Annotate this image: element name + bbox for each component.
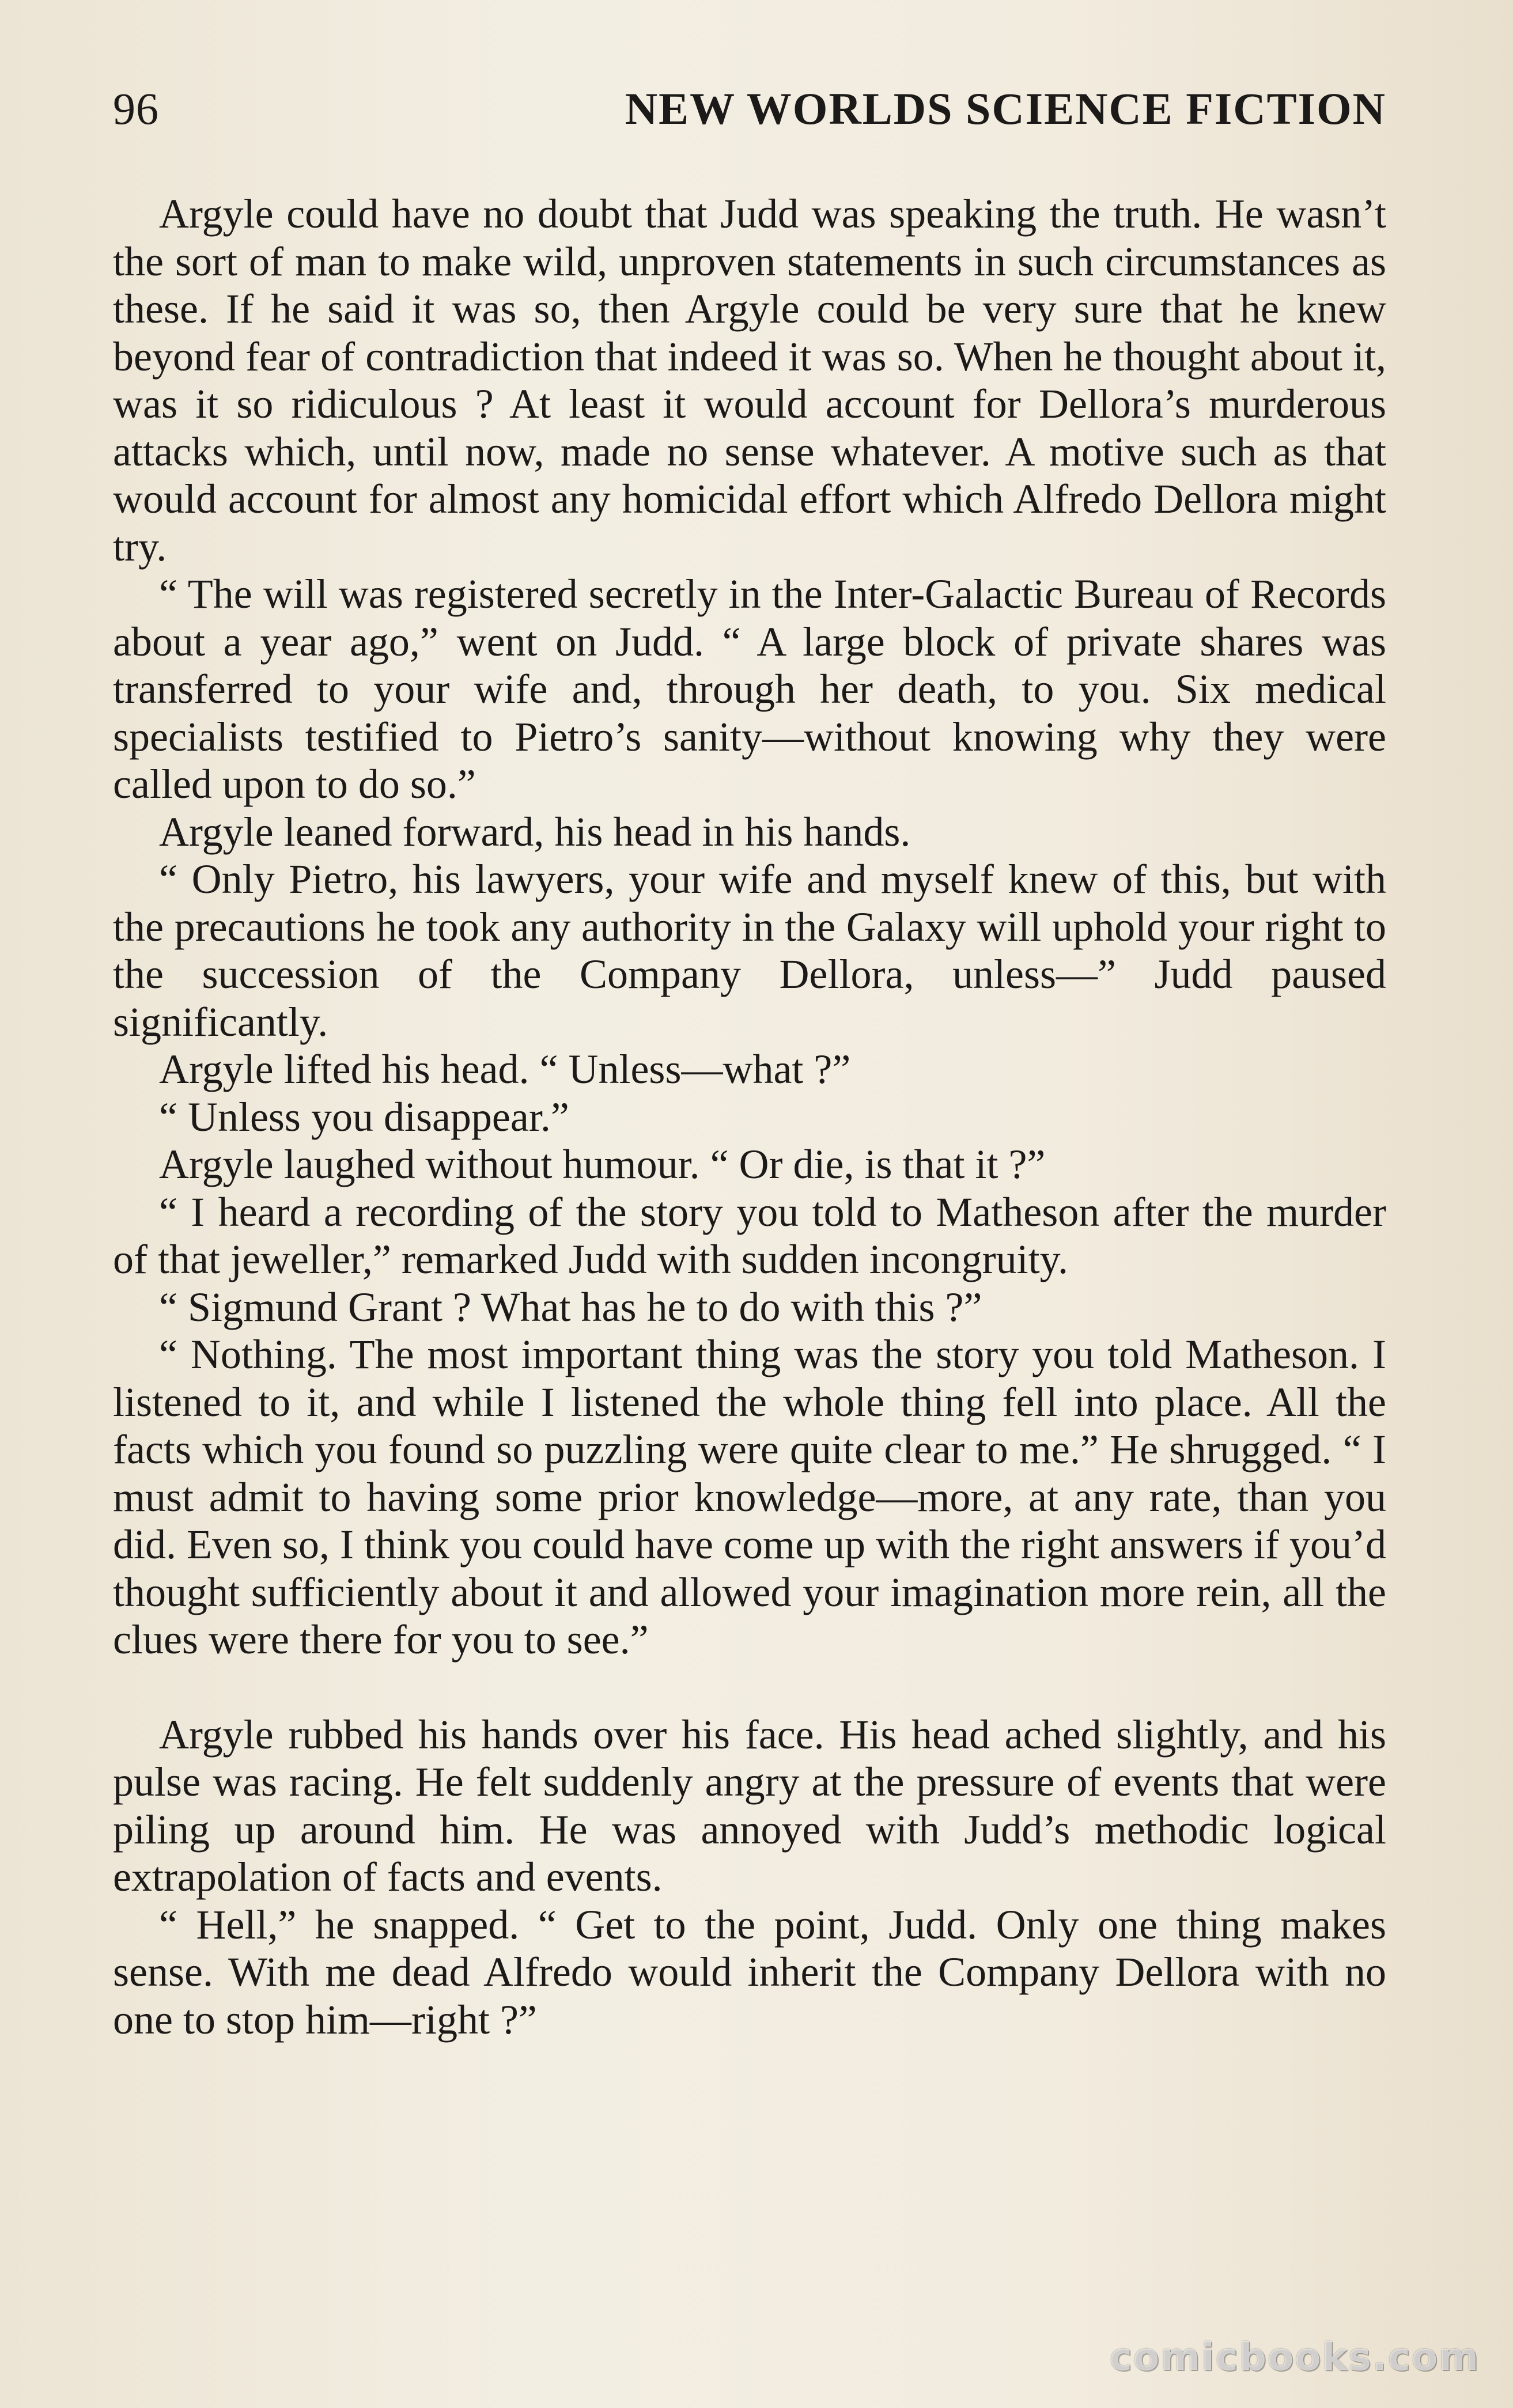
paragraph: “ The will was registered secretly in the Inter-Galactic Bureau of Records about a year ago,” went on Judd. “ A large block of private shares was transferred to your wife and, through her death, to you. Six medical specialists testified to Pietro’s sanity—without knowing why they were called upon to do so.” xyxy=(113,571,1386,807)
running-head-title: NEW WORLDS SCIENCE FICTION xyxy=(625,84,1386,134)
paragraph: “ Sigmund Grant ? What has he to do with this ?” xyxy=(159,1283,982,1330)
page-header xyxy=(113,86,1386,156)
paragraph: “ I heard a recording of the story you told to Matheson after the murder of that jeweller,” remarked Judd with sudden incongruity. xyxy=(113,1188,1386,1282)
paragraph: Argyle could have no doubt that Judd was speaking the truth. He wasn’t the sort of man to make wild, unproven statements in such circumstances as these. If he said it was so, then Argyle could be very sure that he knew beyond fear of contradiction that indeed it was so. When he thought about it, was it so ridiculous ? At least it would account for Dellora’s murderous attacks which, until now, made no sense whatever. A motive such as that would account for almost any homicidal effort which Alfredo Dellora might try. xyxy=(113,191,1386,570)
paragraph: “ Only Pietro, his lawyers, your wife and myself knew of this, but with the precautions he took any authority in the Galaxy will uphold your right to the succession of the Company Dellora, unless—” Judd paused significantly. xyxy=(113,856,1386,1045)
paragraph: Argyle laughed without humour. “ Or die, is that it ?” xyxy=(159,1141,1046,1187)
paragraph: Argyle rubbed his hands over his face. His head ached slightly, and his pulse was racing. He felt suddenly angry at the pressure of events that were piling up around him. He was annoyed with Judd’s methodic logical extrapolation of facts and events. xyxy=(113,1711,1386,1900)
body-text xyxy=(113,190,1386,2043)
paragraph: “ Unless you disappear.” xyxy=(159,1093,569,1140)
watermark: comicbooks.com xyxy=(1109,2335,1480,2379)
paragraph: “ Hell,” he snapped. “ Get to the point, Judd. Only one thing makes sense. With me dead Alfredo would inherit the Company Dellora with no one to stop him—right ?” xyxy=(113,1901,1386,2043)
paragraph: Argyle lifted his head. “ Unless—what ?” xyxy=(159,1046,851,1092)
paragraph: “ Nothing. The most important thing was the story you told Matheson. I listened to it, and while I listened the whole thing fell into place. All the facts which you found so puzzling were quite clear to me.” He shrugged. “ I must admit to having some prior knowledge—more, at any rate, than you did. Even so, I think you could have come up with the right answers if you’d thought sufficiently about it and allowed your imagination more rein, all the clues were there for you to see.” xyxy=(113,1331,1386,1663)
paragraph: Argyle leaned forward, his head in his hands. xyxy=(159,808,911,855)
page-number: 96 xyxy=(113,84,159,134)
